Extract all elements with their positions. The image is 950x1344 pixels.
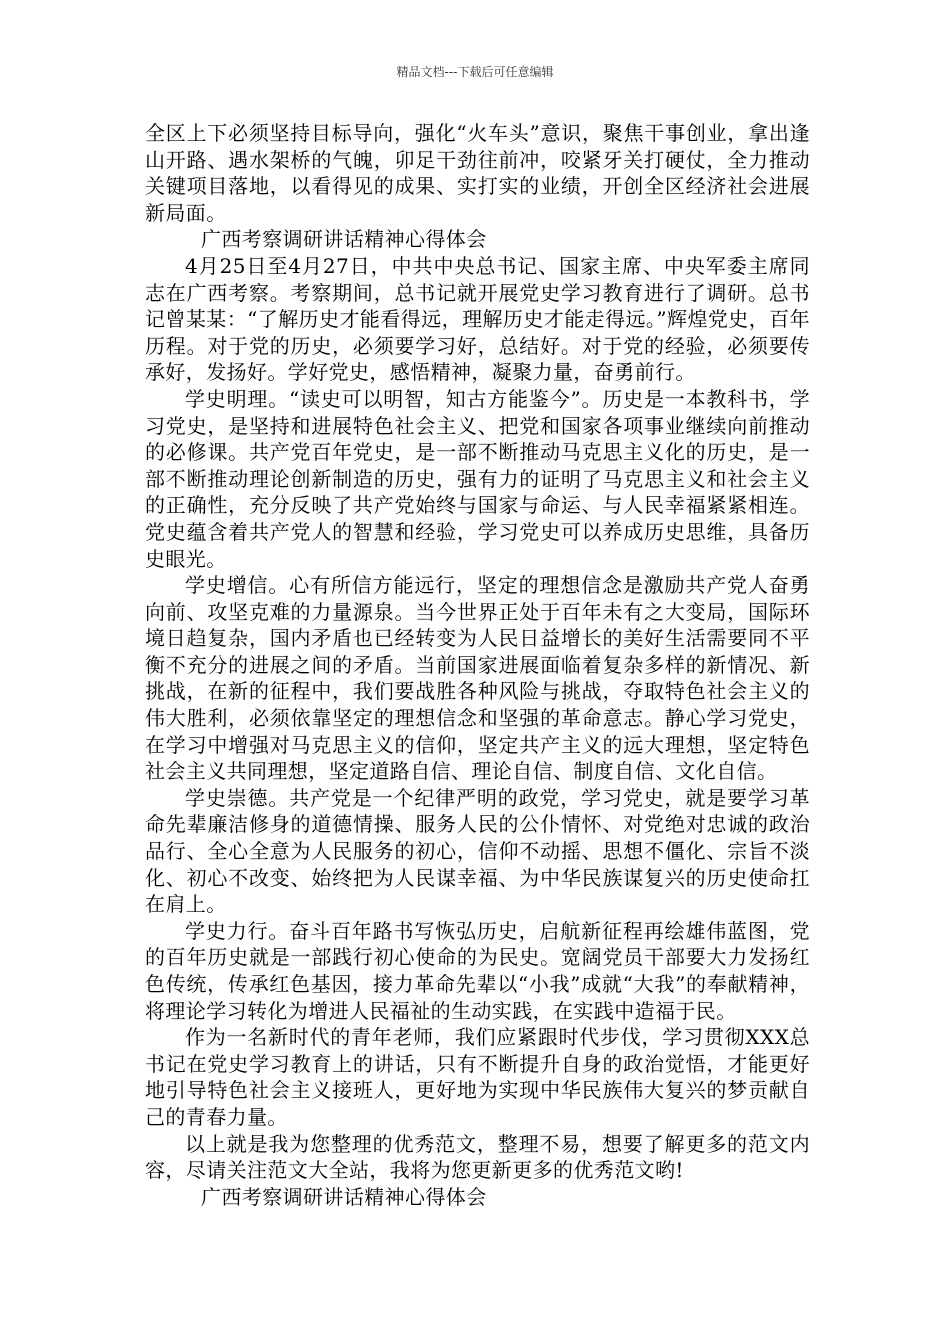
paragraph-closing: 以上就是我为您整理的优秀范文，整理不易，想要了解更多的范文内容，尽请关注范文大全站，我将为您更新更多的优秀范文哟!: [145, 1131, 810, 1183]
paragraph-xueshi-zengxin: 学史增信。心有所信方能远行，坚定的理想信念是激励共产党人奋勇向前、攻坚克难的力量源泉。当今世界正处于百年未有之大变局，国际环境日趋复杂，国内矛盾也已经转变为人民日益增长的美好生活需要同不平衡不充分的进展之间的矛盾。当前国家进展面临着复杂多样的新情况、新挑战，在新的征程中，我们要战胜各种风险与挑战，夺取特色社会主义的伟大胜利，必须依靠坚定的理想信念和坚强的革命意志。静心学习党史，在学习中增强对马克思主义的信仰，坚定共产主义的远大理想，坚定特色社会主义共同理想，坚定道路自信、理论自信、制度自信、文化自信。: [145, 573, 810, 784]
paragraph-xueshi-mingli: 学史明理。“读史可以明智，知古方能鉴今”。历史是一本教科书，学习党史，是坚持和进展特色社会主义、把党和国家各项事业继续向前推动的必修课。共产党百年党史，是一部不断推动马克思主义化的历史，是一部不断推动理论创新制造的历史，强有力的证明了马克思主义和社会主义的正确性，充分反映了共产党始终与国家与命运、与人民幸福紧紧相连。党史蕴含着共产党人的智慧和经验，学习党史可以养成历史思维，具备历史眼光。: [145, 386, 810, 571]
section-title-footer: 广西考察调研讲话精神心得体会: [201, 1184, 487, 1209]
paragraph-visit: 4月25日至4月27日，中共中央总书记、国家主席、中央军委主席同志在广西考察。考察期间，总书记就开展党史学习教育进行了调研。总书记曾某某：“了解历史才能看得远，理解历史才能走得远。”辉煌党史，百年历程。对于党的历史，必须要学习好，总结好。对于党的经验，必须要传承好，发扬好。学好党史，感悟精神，凝聚力量，奋勇前行。: [145, 253, 810, 385]
paragraph-xueshi-lixing: 学史力行。奋斗百年路书写恢弘历史，启航新征程再绘雄伟蓝图，党的百年历史就是一部践行初心使命的为民史。宽阔党员干部要大力发扬红色传统，传承红色基因，接力革命先辈以“小我”成就“大我”的奉献精神，将理论学习转化为增进人民福祉的生动实践，在实践中造福于民。: [145, 918, 810, 1023]
page-header: 精品文档---下载后可任意编辑: [396, 65, 554, 79]
paragraph-intro: 全区上下必须坚持目标导向，强化“火车头”意识，聚焦干事创业，拿出逢山开路、遇水架桥的气魄，卯足干劲往前冲，咬紧牙关打硬仗，全力推动关键项目落地，以看得见的成果、实打实的业绩，开创全区经济社会进展新局面。: [145, 121, 810, 225]
section-title: 广西考察调研讲话精神心得体会: [201, 227, 487, 252]
paragraph-teacher: 作为一名新时代的青年老师，我们应紧跟时代步伐，学习贯彻XXX总书记在党史学习教育上的讲话，只有不断提升自身的政治觉悟，才能更好地引导特色社会主义接班人，更好地为实现中华民族伟大复兴的梦贡献自己的青春力量。: [145, 1025, 810, 1129]
document-body: [145, 120, 810, 1210]
paragraph-xueshi-chongde: 学史崇德。共产党是一个纪律严明的政党，学习党史，就是要学习革命先辈廉洁修身的道德情操、服务人民的公仆情怀、对党绝对忠诚的政治品行、全心全意为人民服务的初心，信仰不动摇、思想不僵化、宗旨不淡化、初心不改变、始终把为人民谋幸福、为中华民族谋复兴的历史使命扛在肩上。: [145, 785, 810, 917]
